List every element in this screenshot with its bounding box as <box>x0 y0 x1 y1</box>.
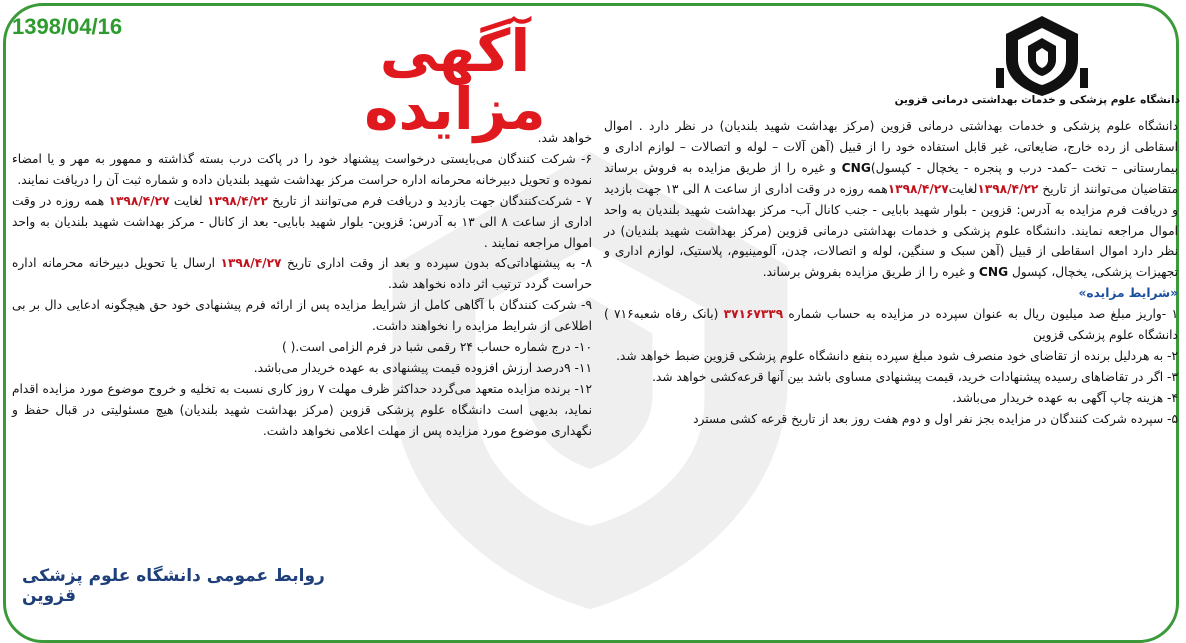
condition-8: ۸- به پیشنهاداتی‌که بدون سپرده و بعد از وقت اداری تاریخ ۱۳۹۸/۴/۲۷ ارسال یا تحویل دبیرخانه محرمانه اداره حراست گردد ترتیب اثر داده نخواهد شد. <box>12 256 592 292</box>
condition-12: ۱۲- برنده مزایده متعهد می‌گردد حداکثر ظرف مهلت ۷ روز کاری نسبت به تخلیه و خروج موضوع مورد مزایده اقدام نماید، بدیهی است دانشگاه علوم پزشکی قزوین (مرکز بهداشت شهید بلندیان) هیچ مسئولیتی در قبال حفظ و نگهداری موضوع مورد مزایده پس از مهلت اعلامی نخواهد داشت. <box>12 381 593 438</box>
conditions-heading: «شرایط مزایده» <box>1078 286 1178 301</box>
condition-5-continued: خواهد شد. <box>537 131 592 145</box>
condition-9: ۹- شرکت کنندگان با آگاهی کامل از شرایط مزایده پس از ارائه فرم پیشنهادی خود حق هیچگونه ادعایی دال بر بی اطلاعی از شرایط مزایده را نخواهند داشت. <box>12 298 592 334</box>
condition-1: ۱ -واریز مبلغ صد میلیون ریال به عنوان سپرده در مزایده به حساب شماره ۳۷۱۶۷۳۳۹ (بانک رفاه شعبه۷۱۶ ) دانشگاه علوم پزشکی قزوین <box>604 307 1178 343</box>
condition-3: ۳- اگر در تقاضاهای رسیده پیشنهادات خرید، قیمت پیشنهادی مساوی باشد بین آنها قرعه‌کشی خواهد شد. <box>652 369 1178 384</box>
publication-date: 1398/04/16 <box>12 14 123 39</box>
left-column <box>12 128 592 442</box>
condition-4: ۴- هزینه چاپ آگهی به عهده خریدار می‌باشد. <box>952 390 1178 405</box>
condition-11: ۱۱- ۹درصد ارزش افزوده قیمت پیشنهادی به عهده خریدار می‌باشد. <box>253 360 592 375</box>
intro-paragraph: دانشگاه علوم پزشکی و خدمات بهداشتی درمانی قزوین (مرکز بهداشت شهید بلندیان) در نظر دارد . اموال اسقاطی از رده خارج، ضایعاتی، غیر قابل استفاده خود را از قبیل (آهن آلات – لوله و اتصالات – لوازم اداری و بیمارستانی – تخت –کمد- درب و پنجره - یخچال - کپسول)CNG و غیره را از طریق مزایده به فروش برساند متقاضیان می‌توانند از تاریخ ۱۳۹۸/۴/۲۲لغایت۱۳۹۸/۴/۲۷همه روزه در وقت اداری از ساعت ۸ الی ۱۳ جهت بازدید و دریافت فرم مزایده به آدرس: قزوین - بلوار شهید بابایی - جنب کانال آب- مرکز بهداشت شهید بلندیان به واحد اموال مراجعه نمایند. دانشگاه علوم پزشکی و خدمات بهداشتی درمانی قزوین (مرکز بهداشت شهید بلندیان) در نظر دارد اموال اسقاطی از قبیل (آهن سبک و سنگین، لوله و اتصالات، چدن، آلومینیوم، پلاستیک، لوازم اداری و تجهیزات پزشکی، یخچال، کپسول CNG و غیره را از طریق مزایده بفروش برساند. <box>604 119 1178 280</box>
university-emblem-icon <box>982 12 1102 98</box>
condition-6: ۶- شرکت کنندگان می‌بایستی درخواست پیشنهاد خود را در پاکت درب بسته گذاشته و ممهور به مهر و یا امضاء نموده و تحویل دبیرخانه محرمانه اداره حراست مرکز بهداشت شهید بلندیان داده و شماره ثبت آن را دریافت نمایند. <box>12 151 592 187</box>
university-name: دانشگاه علوم پزشکی و خدمات بهداشتی درمانی قزوین <box>894 94 1180 106</box>
condition-5: ۵- سپرده شرکت کنندگان در مزایده بجز نفر اول و دوم هفت روز بعد از تاریخ قرعه کشی مسترد <box>693 411 1178 426</box>
right-column <box>604 116 1178 430</box>
condition-7: ۷ - شرکت‌کنندگان جهت بازدید و دریافت فرم می‌توانند از تاریخ ۱۳۹۸/۴/۲۲ لغایت ۱۳۹۸/۴/۲۷ همه روزه در وقت اداری از ساعت ۸ الی ۱۳ به آدرس: قزوین- بلوار شهید بابایی- بعد از کانال - مرکز بهداشت شهید بلندیان به واحد اموال مراجعه نمایند . <box>12 193 593 250</box>
page-title: آگهی مزایده <box>364 17 546 143</box>
public-relations-footer: روابط عمومی دانشگاه علوم پزشکی قزوین <box>22 566 325 606</box>
condition-10: ۱۰- درج شماره حساب ۲۴ رقمی شبا در فرم الزامی است.( ) <box>281 340 592 355</box>
condition-2: ۲- به هردلیل برنده از تقاضای خود منصرف شود مبلغ سپرده بنفع دانشگاه علوم پزشکی قزوین ضبط خواهد شد. <box>616 348 1178 363</box>
